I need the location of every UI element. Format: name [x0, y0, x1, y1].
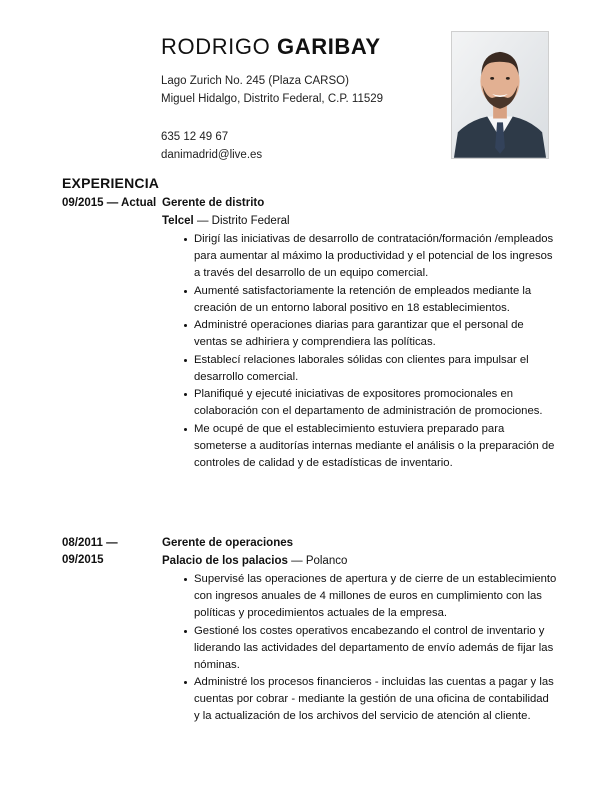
bullet-item: Gestioné los costes operativos encabezando el control de inventario y liderando las actividades del departamento de envío además de fijar las nóminas.	[194, 623, 557, 674]
bullet-item: Establecí relaciones laborales sólidas con clientes para impulsar el desarrollo comercial.	[194, 352, 557, 386]
job-location: Distrito Federal	[211, 215, 290, 227]
job-bullets	[162, 571, 557, 725]
job-dates	[62, 535, 158, 569]
job-separator: —	[287, 555, 306, 567]
address-line-2: Miguel Hidalgo, Distrito Federal, C.P. 11529	[161, 93, 384, 105]
job-separator: —	[193, 215, 212, 227]
job-role: Gerente de operaciones	[162, 537, 294, 549]
job-dates	[62, 195, 158, 212]
job-bullets	[162, 231, 557, 472]
section-title-experience: EXPERIENCIA	[62, 175, 160, 191]
job-company: Palacio de los palacios	[162, 555, 288, 567]
person-portrait-image	[452, 32, 548, 158]
job-location: Polanco	[305, 555, 348, 567]
job-date-end: 09/2015	[62, 554, 104, 566]
job-role: Gerente de distrito	[162, 197, 265, 209]
email-address: danimadrid@live.es	[161, 149, 263, 161]
job-company-line	[162, 212, 557, 230]
bullet-item: Supervisé las operaciones de apertura y de cierre de un establecimiento con ingresos anuales de 4 millones de euros en cumplimiento con las políticas y procedimientos actuales de la empresa.	[194, 571, 557, 622]
job-date-start: 09/2015 — Actual	[62, 197, 157, 209]
job-details	[162, 195, 557, 472]
bullet-item: Administré operaciones diarias para garantizar que el personal de ventas se adhiriera y comprendiera las políticas.	[194, 317, 557, 351]
bullet-item: Administré los procesos financieros - incluidas las cuentas a pagar y las cuentas por cobrar - mediante la gestión de una oficina de contabilidad y la actualización de los archivos del servicio de atención al cliente.	[194, 674, 557, 725]
job-company: Telcel	[162, 215, 194, 227]
phone-number: 635 12 49 67	[161, 131, 229, 143]
job-company-line	[162, 552, 557, 570]
job-details	[162, 535, 557, 726]
bullet-item: Planifiqué y ejecuté iniciativas de expositores promocionales en colaboración con el departamento de administración de promociones.	[194, 386, 557, 420]
bullet-item: Dirigí las iniciativas de desarrollo de contratación/formación /empleados para aumentar al máximo la productividad y el potencial de los ingresos a través del desarrollo de un equipo comercial.	[194, 231, 557, 282]
profile-photo	[451, 31, 549, 159]
job-date-start: 08/2011 —	[62, 537, 118, 549]
bullet-item: Aumenté satisfactoriamente la retención de empleados mediante la creación de un entorno laboral positivo en 18 establecimientos.	[194, 283, 557, 317]
address-line-1: Lago Zurich No. 245 (Plaza CARSO)	[161, 75, 349, 87]
candidate-name	[161, 34, 381, 60]
bullet-item: Me ocupé de que el establecimiento estuviera preparado para someterse a auditorías internas mediante el análisis o la preparación de controles de calidad y de estadísticas de inventario.	[194, 421, 557, 472]
last-name: GARIBAY	[277, 34, 381, 59]
first-name: RODRIGO	[161, 34, 271, 59]
